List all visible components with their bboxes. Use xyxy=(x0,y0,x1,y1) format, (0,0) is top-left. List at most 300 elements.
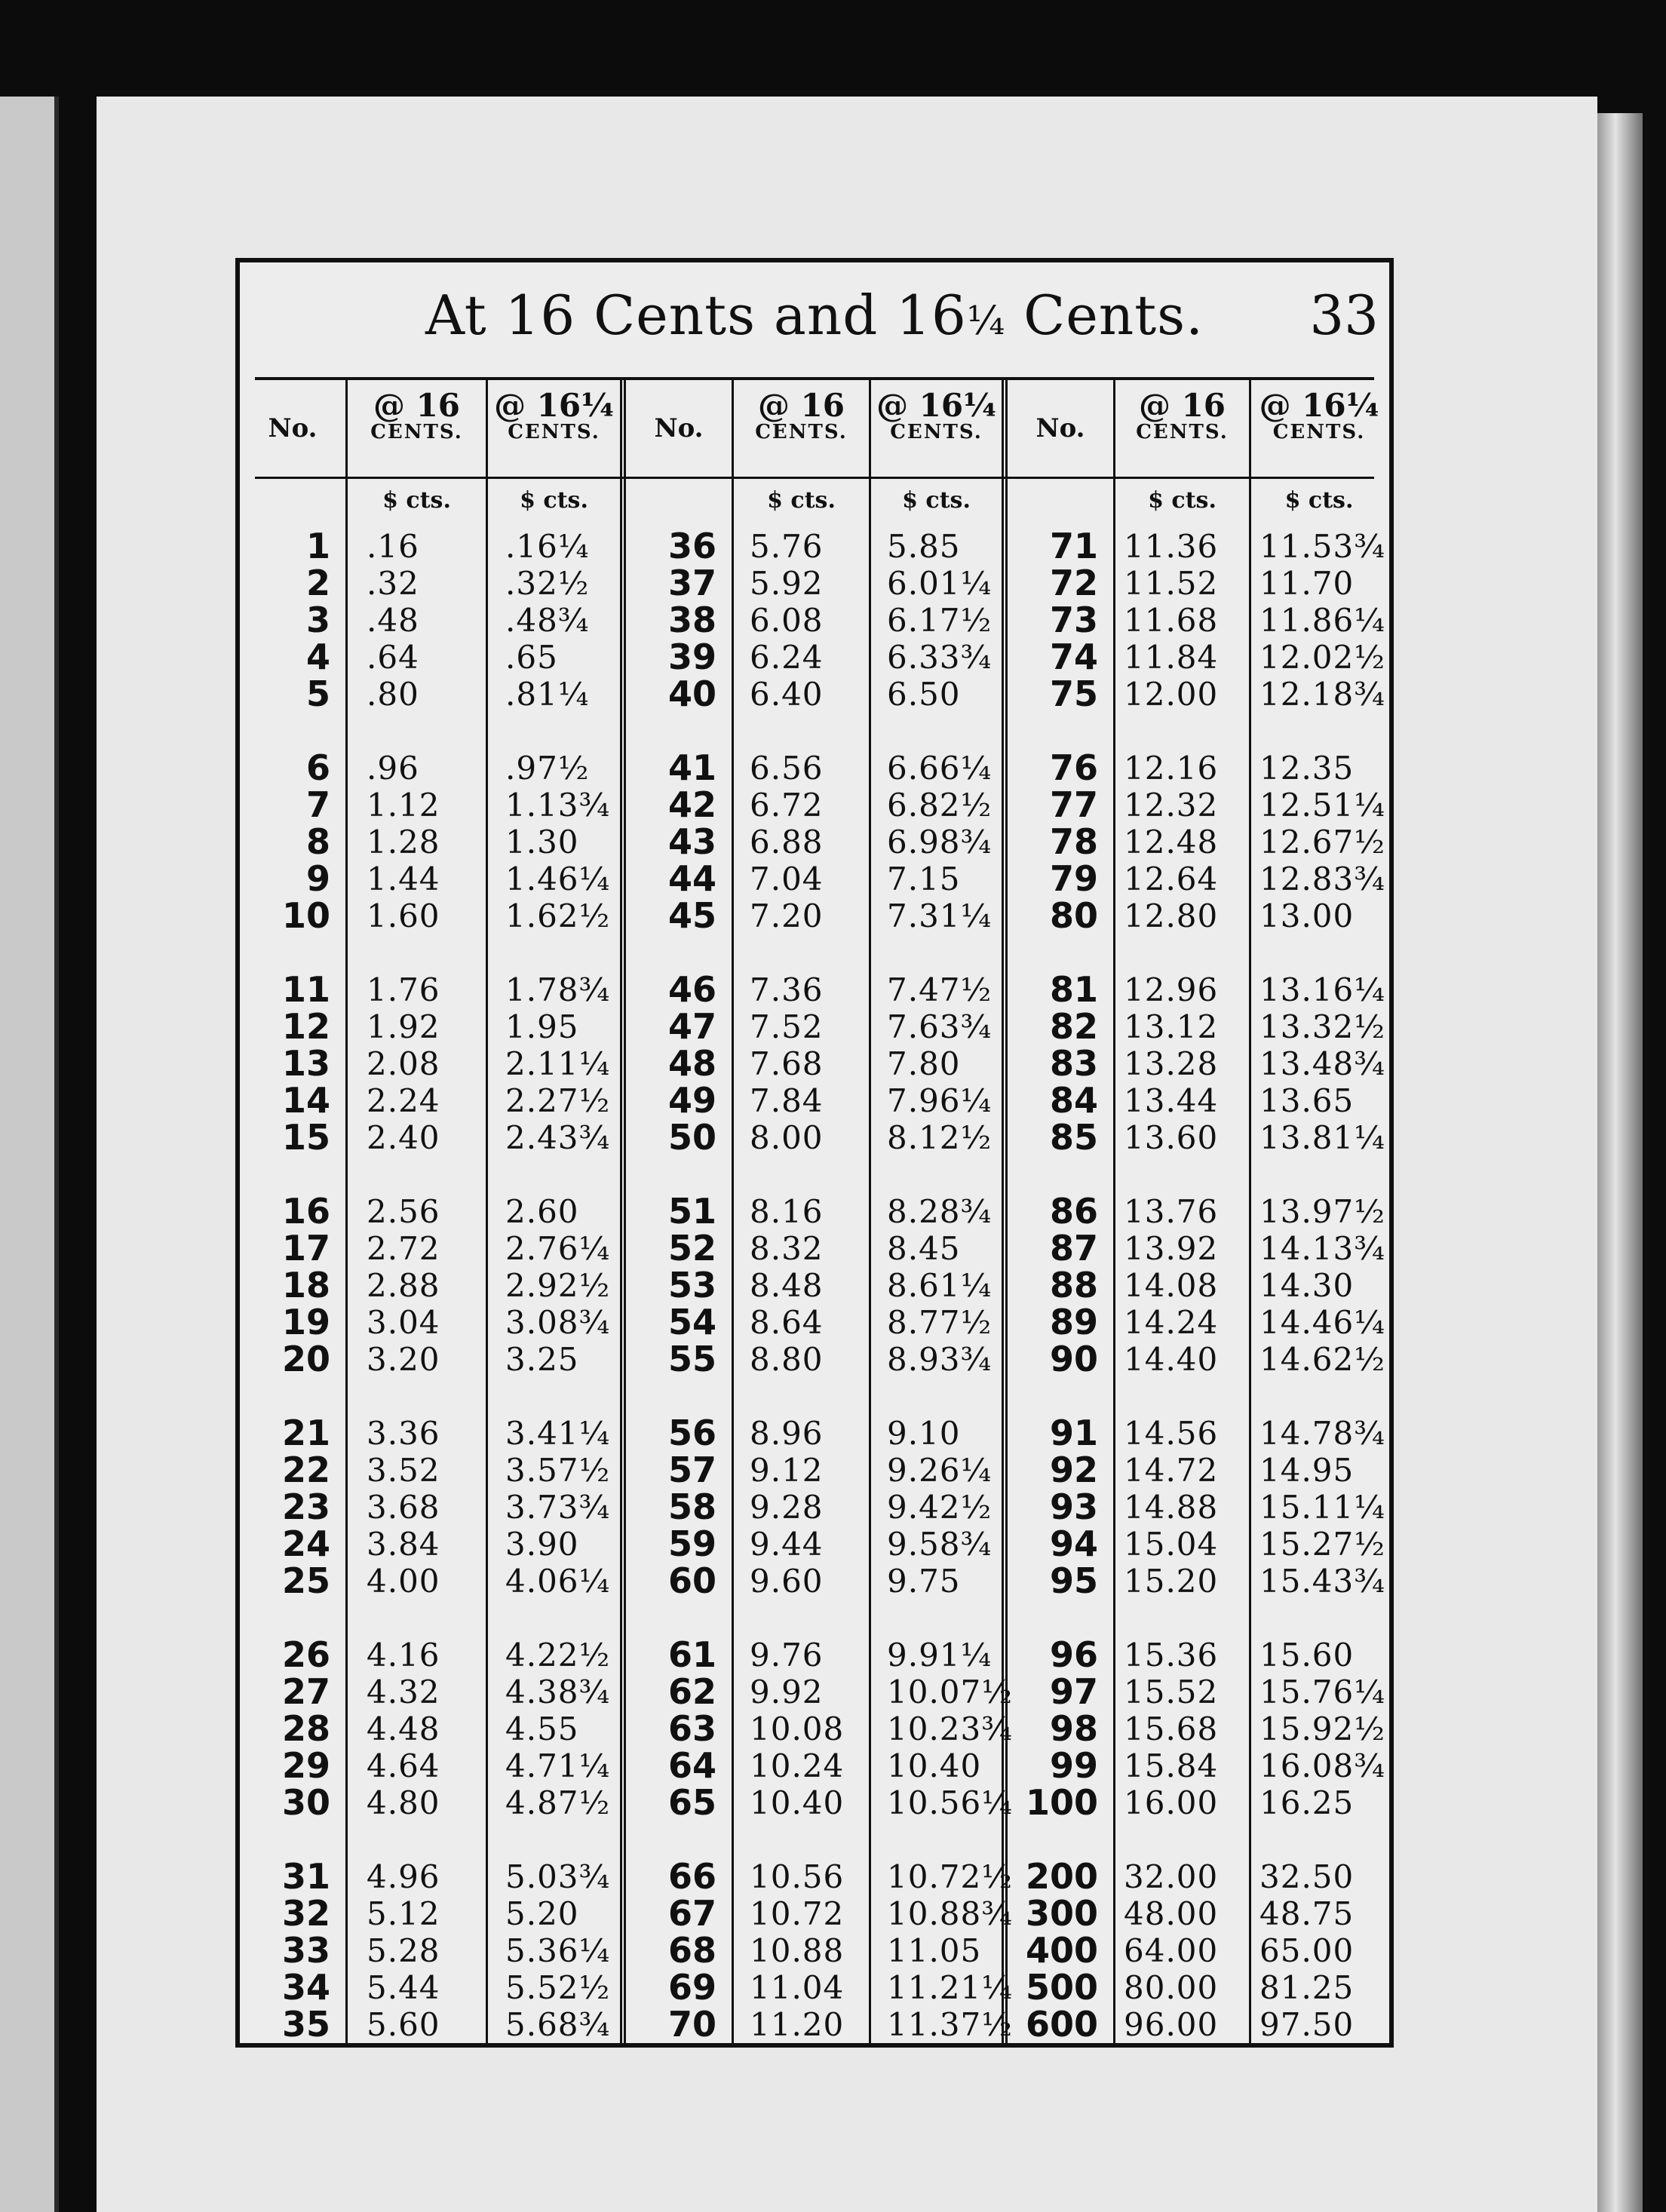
row-number: 26 xyxy=(281,1634,330,1675)
value-at-16-quarter: 12.35 xyxy=(1259,750,1355,787)
value-at-16-quarter: 15.27½ xyxy=(1259,1526,1385,1563)
table-row xyxy=(240,1193,1389,1230)
value-at-16-quarter: 6.66¼ xyxy=(887,750,993,787)
header-rule xyxy=(255,477,1374,479)
row-number: 52 xyxy=(667,1228,716,1269)
row-number: 60 xyxy=(667,1560,716,1601)
title-suffix: Cents. xyxy=(1005,284,1204,347)
value-at-16-quarter: 1.13¾ xyxy=(505,787,611,824)
table-row xyxy=(240,1932,1389,1969)
value-at-16: 12.48 xyxy=(1124,824,1219,861)
table-row xyxy=(240,1119,1389,1156)
row-number: 11 xyxy=(281,969,330,1010)
row-number: 55 xyxy=(667,1339,716,1379)
value-at-16-quarter: 6.33¾ xyxy=(887,639,993,676)
value-at-16-quarter: .97½ xyxy=(505,750,590,787)
header-cents: CENTS. xyxy=(370,421,463,444)
value-at-16-quarter: 10.23¾ xyxy=(887,1710,1013,1747)
value-at-16: 5.28 xyxy=(367,1932,440,1969)
row-number: 600 xyxy=(1025,2004,1098,2045)
row-number: 22 xyxy=(281,1450,330,1490)
value-at-16: 13.60 xyxy=(1124,1119,1219,1156)
value-at-16: 5.76 xyxy=(750,528,824,565)
row-number: 78 xyxy=(1049,821,1098,862)
table-row xyxy=(240,1710,1389,1747)
value-at-16-quarter: 10.72½ xyxy=(887,1858,1013,1895)
table-row xyxy=(240,673,1389,714)
unit-label: $ cts. xyxy=(1284,487,1354,514)
value-at-16-quarter: 3.90 xyxy=(505,1526,579,1563)
value-at-16-quarter: 6.50 xyxy=(887,676,961,713)
value-at-16-quarter: 12.18¾ xyxy=(1259,676,1385,713)
value-at-16-quarter: 11.53¾ xyxy=(1259,528,1385,565)
header-col-b-rate: @ 16¼ xyxy=(494,387,614,424)
value-at-16: 16.00 xyxy=(1124,1784,1219,1821)
value-at-16: 2.24 xyxy=(367,1082,440,1119)
value-at-16: 11.52 xyxy=(1124,565,1219,602)
row-number: 40 xyxy=(667,673,716,714)
value-at-16: 4.00 xyxy=(367,1563,440,1600)
value-at-16-quarter: 5.85 xyxy=(887,528,961,565)
value-at-16-quarter: 2.27½ xyxy=(505,1082,611,1119)
row-number: 69 xyxy=(667,1967,716,2008)
row-number: 7 xyxy=(305,784,330,825)
row-number: 53 xyxy=(667,1265,716,1305)
value-at-16-quarter: 2.43¾ xyxy=(505,1119,611,1156)
row-number: 66 xyxy=(667,1856,716,1897)
row-number: 93 xyxy=(1049,1486,1098,1527)
value-at-16-quarter: 8.45 xyxy=(887,1230,961,1267)
value-at-16-quarter: 4.87½ xyxy=(505,1784,611,1821)
table-row xyxy=(240,1452,1389,1489)
row-number: 68 xyxy=(667,1930,716,1971)
value-at-16-quarter: 9.75 xyxy=(887,1563,961,1600)
value-at-16-quarter: 5.52½ xyxy=(505,1969,611,2006)
row-number: 95 xyxy=(1049,1560,1098,1601)
title-rule xyxy=(255,377,1374,380)
row-number: 82 xyxy=(1049,1006,1098,1047)
row-number: 23 xyxy=(281,1486,330,1527)
value-at-16-quarter: 9.42½ xyxy=(887,1489,993,1526)
row-number: 8 xyxy=(305,821,330,862)
table-row xyxy=(240,1008,1389,1045)
value-at-16-quarter: 3.73¾ xyxy=(505,1489,611,1526)
row-number: 51 xyxy=(667,1191,716,1232)
value-at-16: 48.00 xyxy=(1124,1895,1219,1932)
value-at-16: 8.32 xyxy=(750,1230,824,1267)
row-number: 97 xyxy=(1049,1671,1098,1712)
row-number: 35 xyxy=(281,2004,330,2045)
header-cents: CENTS. xyxy=(1136,421,1229,444)
value-at-16-quarter: 8.93¾ xyxy=(887,1341,993,1378)
table-row xyxy=(240,897,1389,934)
row-number: 13 xyxy=(281,1043,330,1084)
row-number: 54 xyxy=(667,1302,716,1342)
table-row xyxy=(240,1082,1389,1119)
value-at-16: 12.16 xyxy=(1124,750,1219,787)
value-at-16: 12.80 xyxy=(1124,897,1219,934)
row-number: 16 xyxy=(281,1191,330,1232)
value-at-16: 15.52 xyxy=(1124,1674,1219,1710)
value-at-16-quarter: 8.28¾ xyxy=(887,1193,993,1230)
header-no: No. xyxy=(268,413,318,443)
table-frame xyxy=(235,258,1394,2048)
value-at-16: 7.68 xyxy=(750,1045,824,1082)
row-number: 65 xyxy=(667,1782,716,1823)
row-number: 31 xyxy=(281,1856,330,1897)
table-row xyxy=(240,1230,1389,1267)
value-at-16-quarter: 97.50 xyxy=(1259,2006,1355,2043)
table-row xyxy=(240,858,1389,899)
value-at-16-quarter: 15.11¼ xyxy=(1259,1489,1385,1526)
value-at-16: 8.48 xyxy=(750,1267,824,1304)
row-number: 500 xyxy=(1025,1967,1098,2008)
row-number: 24 xyxy=(281,1523,330,1564)
table-row xyxy=(240,1858,1389,1895)
table-row xyxy=(240,1523,1389,1564)
value-at-16: 13.44 xyxy=(1124,1082,1219,1119)
table-row xyxy=(240,602,1389,639)
value-at-16: 9.92 xyxy=(750,1674,824,1710)
value-at-16-quarter: 1.46¼ xyxy=(505,861,611,897)
table-row xyxy=(240,971,1389,1008)
value-at-16-quarter: 48.75 xyxy=(1259,1895,1355,1932)
value-at-16: 3.68 xyxy=(367,1489,440,1526)
value-at-16-quarter: 10.07½ xyxy=(887,1674,1013,1710)
value-at-16: 14.72 xyxy=(1124,1452,1219,1489)
row-number: 20 xyxy=(281,1339,330,1379)
header-cents: CENTS. xyxy=(755,421,848,444)
value-at-16: 14.24 xyxy=(1124,1304,1219,1341)
unit-label: $ cts. xyxy=(902,487,971,514)
value-at-16: 96.00 xyxy=(1124,2006,1219,2043)
value-at-16-quarter: 2.92½ xyxy=(505,1267,611,1304)
row-number: 98 xyxy=(1049,1708,1098,1749)
value-at-16: 3.84 xyxy=(367,1526,440,1563)
value-at-16: 10.24 xyxy=(750,1747,845,1784)
value-at-16: 5.92 xyxy=(750,565,824,602)
value-at-16-quarter: 2.60 xyxy=(505,1193,579,1230)
row-number: 45 xyxy=(667,895,716,936)
row-number: 57 xyxy=(667,1450,716,1490)
value-at-16: 7.52 xyxy=(750,1008,824,1045)
value-at-16: 9.28 xyxy=(750,1489,824,1526)
row-number: 42 xyxy=(667,784,716,825)
value-at-16-quarter: 1.95 xyxy=(505,1008,579,1045)
value-at-16-quarter: 3.41¼ xyxy=(505,1415,611,1452)
table-body xyxy=(240,528,1389,2043)
facing-page-edge xyxy=(0,97,59,2212)
value-at-16: 1.76 xyxy=(367,971,440,1008)
value-at-16-quarter: 13.81¼ xyxy=(1259,1119,1385,1156)
row-number: 30 xyxy=(281,1782,330,1823)
table-row xyxy=(240,1784,1389,1821)
value-at-16: 80.00 xyxy=(1124,1969,1219,2006)
table-row xyxy=(240,1267,1389,1304)
value-at-16-quarter: 14.30 xyxy=(1259,1267,1355,1304)
header-col-a xyxy=(734,389,869,443)
row-number: 81 xyxy=(1049,969,1098,1010)
value-at-16: 8.64 xyxy=(750,1304,824,1341)
row-number: 50 xyxy=(667,1117,716,1158)
header-cents: CENTS. xyxy=(890,421,983,444)
title-text: At 16 Cents and 16 xyxy=(425,284,967,347)
table-row xyxy=(240,1560,1389,1601)
value-at-16-quarter: 11.05 xyxy=(887,1932,982,1969)
row-number: 37 xyxy=(667,563,716,603)
value-at-16-quarter: 11.37½ xyxy=(887,2006,1013,2043)
header-col-a xyxy=(348,389,486,443)
value-at-16-quarter: 15.76¼ xyxy=(1259,1674,1385,1710)
table-row xyxy=(240,528,1389,565)
row-number: 86 xyxy=(1049,1191,1098,1232)
value-at-16: 2.72 xyxy=(367,1230,440,1267)
row-number: 32 xyxy=(281,1893,330,1934)
value-at-16: 7.84 xyxy=(750,1082,824,1119)
row-number: 44 xyxy=(667,858,716,899)
value-at-16: 14.40 xyxy=(1124,1341,1219,1378)
row-number: 29 xyxy=(281,1745,330,1786)
value-at-16: .80 xyxy=(367,676,419,713)
row-number: 200 xyxy=(1025,1856,1098,1897)
value-at-16-quarter: 13.32½ xyxy=(1259,1008,1385,1045)
value-at-16-quarter: 4.06¼ xyxy=(505,1563,611,1600)
value-at-16: 6.88 xyxy=(750,824,824,861)
value-at-16-quarter: 5.68¾ xyxy=(505,2006,611,2043)
value-at-16-quarter: 11.86¼ xyxy=(1259,602,1385,639)
row-number: 34 xyxy=(281,1967,330,2008)
value-at-16-quarter: 4.22½ xyxy=(505,1637,611,1674)
value-at-16-quarter: 4.55 xyxy=(505,1710,579,1747)
row-number: 1 xyxy=(305,526,330,566)
value-at-16-quarter: 2.11¼ xyxy=(505,1045,611,1082)
table-row xyxy=(240,2006,1389,2043)
value-at-16-quarter: 1.62½ xyxy=(505,897,611,934)
header-col-b xyxy=(488,389,620,443)
header-col-b xyxy=(871,389,1002,443)
value-at-16-quarter: 14.95 xyxy=(1259,1452,1355,1489)
value-at-16-quarter: 6.01¼ xyxy=(887,565,993,602)
value-at-16-quarter: 13.97½ xyxy=(1259,1193,1385,1230)
table-row xyxy=(240,1045,1389,1082)
value-at-16: 5.12 xyxy=(367,1895,440,1932)
value-at-16-quarter: 81.25 xyxy=(1259,1969,1355,2006)
value-at-16: 15.36 xyxy=(1124,1637,1219,1674)
value-at-16: 13.12 xyxy=(1124,1008,1219,1045)
value-at-16: 14.88 xyxy=(1124,1489,1219,1526)
value-at-16: 13.76 xyxy=(1124,1193,1219,1230)
value-at-16: .32 xyxy=(367,565,419,602)
value-at-16-quarter: 16.25 xyxy=(1259,1784,1355,1821)
row-number: 39 xyxy=(667,637,716,677)
row-number: 58 xyxy=(667,1486,716,1527)
value-at-16-quarter: 5.03¾ xyxy=(505,1858,611,1895)
row-number: 67 xyxy=(667,1893,716,1934)
row-number: 99 xyxy=(1049,1745,1098,1786)
value-at-16-quarter: 15.43¾ xyxy=(1259,1563,1385,1600)
value-at-16-quarter: 7.47½ xyxy=(887,971,993,1008)
value-at-16: 3.04 xyxy=(367,1304,440,1341)
value-at-16: 6.72 xyxy=(750,787,824,824)
row-number: 33 xyxy=(281,1930,330,1971)
value-at-16: 1.92 xyxy=(367,1008,440,1045)
row-number: 87 xyxy=(1049,1228,1098,1269)
value-at-16-quarter: 8.77½ xyxy=(887,1304,993,1341)
value-at-16-quarter: 14.46¼ xyxy=(1259,1304,1385,1341)
page-stack-edge xyxy=(1597,113,1643,2212)
value-at-16-quarter: 6.82½ xyxy=(887,787,993,824)
value-at-16: 15.20 xyxy=(1124,1563,1219,1600)
unit-label: $ cts. xyxy=(767,487,836,514)
value-at-16: 15.84 xyxy=(1124,1747,1219,1784)
value-at-16: 11.68 xyxy=(1124,602,1219,639)
header-col-b-rate: @ 16¼ xyxy=(1259,387,1379,424)
row-number: 43 xyxy=(667,821,716,862)
row-number: 14 xyxy=(281,1080,330,1121)
value-at-16-quarter: 15.92½ xyxy=(1259,1710,1385,1747)
row-number: 79 xyxy=(1049,858,1098,899)
header-no: No. xyxy=(1035,413,1085,443)
page-number: 33 xyxy=(1309,284,1379,347)
value-at-16-quarter: 6.98¾ xyxy=(887,824,993,861)
value-at-16: 10.40 xyxy=(750,1784,845,1821)
row-number: 9 xyxy=(305,858,330,899)
table-row xyxy=(240,1486,1389,1527)
header-col-a xyxy=(1115,389,1249,443)
table-row xyxy=(240,1895,1389,1932)
header-col-a-rate: @ 16 xyxy=(1138,387,1226,424)
table-row xyxy=(240,1747,1389,1784)
row-number: 56 xyxy=(667,1413,716,1453)
value-at-16-quarter: 3.25 xyxy=(505,1341,579,1378)
value-at-16: 9.60 xyxy=(750,1563,824,1600)
row-number: 63 xyxy=(667,1708,716,1749)
row-number: 75 xyxy=(1049,673,1098,714)
row-number: 38 xyxy=(667,600,716,640)
value-at-16: 2.08 xyxy=(367,1045,440,1082)
value-at-16-quarter: 7.63¾ xyxy=(887,1008,993,1045)
value-at-16: 13.92 xyxy=(1124,1230,1219,1267)
row-number: 70 xyxy=(667,2004,716,2045)
table-row xyxy=(240,821,1389,862)
row-number: 2 xyxy=(305,563,330,603)
value-at-16-quarter: .81¼ xyxy=(505,676,590,713)
row-number: 46 xyxy=(667,969,716,1010)
table-row xyxy=(240,784,1389,825)
value-at-16: 6.56 xyxy=(750,750,824,787)
value-at-16-quarter: 7.15 xyxy=(887,861,961,897)
value-at-16-quarter: 3.57½ xyxy=(505,1452,611,1489)
header-col-b-rate: @ 16¼ xyxy=(876,387,996,424)
value-at-16: 1.28 xyxy=(367,824,440,861)
value-at-16-quarter: 3.08¾ xyxy=(505,1304,611,1341)
row-number: 59 xyxy=(667,1523,716,1564)
table-row xyxy=(240,1969,1389,2006)
table-row xyxy=(240,1634,1389,1675)
row-number: 85 xyxy=(1049,1117,1098,1158)
value-at-16: 10.72 xyxy=(750,1895,845,1932)
row-number: 10 xyxy=(281,895,330,936)
value-at-16-quarter: 12.67½ xyxy=(1259,824,1385,861)
value-at-16: 2.56 xyxy=(367,1193,440,1230)
row-number: 61 xyxy=(667,1634,716,1675)
value-at-16-quarter: 7.31¼ xyxy=(887,897,993,934)
row-number: 5 xyxy=(305,673,330,714)
row-number: 15 xyxy=(281,1117,330,1158)
value-at-16: 14.08 xyxy=(1124,1267,1219,1304)
value-at-16: 13.28 xyxy=(1124,1045,1219,1082)
row-number: 21 xyxy=(281,1413,330,1453)
value-at-16: 5.60 xyxy=(367,2006,440,2043)
row-number: 12 xyxy=(281,1006,330,1047)
row-number: 300 xyxy=(1025,1893,1098,1934)
value-at-16-quarter: 11.21¼ xyxy=(887,1969,1013,2006)
header-cents: CENTS. xyxy=(1272,421,1366,444)
value-at-16-quarter: 5.36¼ xyxy=(505,1932,611,1969)
row-number: 88 xyxy=(1049,1265,1098,1305)
value-at-16-quarter: 16.08¾ xyxy=(1259,1747,1385,1784)
value-at-16-quarter: 14.62½ xyxy=(1259,1341,1385,1378)
value-at-16-quarter: 10.56¼ xyxy=(887,1784,1013,1821)
value-at-16-quarter: 13.65 xyxy=(1259,1082,1355,1119)
value-at-16: 9.44 xyxy=(750,1526,824,1563)
value-at-16-quarter: 14.78¾ xyxy=(1259,1415,1385,1452)
row-number: 64 xyxy=(667,1745,716,1786)
row-number: 83 xyxy=(1049,1043,1098,1084)
value-at-16: 12.64 xyxy=(1124,861,1219,897)
value-at-16-quarter: 8.12½ xyxy=(887,1119,993,1156)
value-at-16-quarter: 8.61¼ xyxy=(887,1267,993,1304)
unit-label: $ cts. xyxy=(382,487,451,514)
value-at-16: 8.80 xyxy=(750,1341,824,1378)
value-at-16: 11.04 xyxy=(750,1969,845,2006)
value-at-16: .48 xyxy=(367,602,419,639)
value-at-16: 4.64 xyxy=(367,1747,440,1784)
row-number: 17 xyxy=(281,1228,330,1269)
value-at-16: 11.20 xyxy=(750,2006,845,2043)
value-at-16: 9.12 xyxy=(750,1452,824,1489)
table-row xyxy=(240,639,1389,676)
value-at-16-quarter: 12.02½ xyxy=(1259,639,1385,676)
value-at-16: 4.80 xyxy=(367,1784,440,1821)
value-at-16-quarter: 10.40 xyxy=(887,1747,982,1784)
header-cents: CENTS. xyxy=(508,421,600,444)
row-number: 90 xyxy=(1049,1339,1098,1379)
value-at-16-quarter: .48¾ xyxy=(505,602,590,639)
value-at-16-quarter: 13.00 xyxy=(1259,897,1355,934)
row-number: 96 xyxy=(1049,1634,1098,1675)
value-at-16-quarter: 14.13¾ xyxy=(1259,1230,1385,1267)
row-number: 71 xyxy=(1049,526,1098,566)
value-at-16: 10.08 xyxy=(750,1710,845,1747)
row-number: 77 xyxy=(1049,784,1098,825)
row-number: 94 xyxy=(1049,1523,1098,1564)
value-at-16: 4.96 xyxy=(367,1858,440,1895)
value-at-16: 8.96 xyxy=(750,1415,824,1452)
row-number: 100 xyxy=(1025,1782,1098,1823)
row-number: 4 xyxy=(305,637,330,677)
row-number: 18 xyxy=(281,1265,330,1305)
row-number: 41 xyxy=(667,747,716,788)
value-at-16: 1.44 xyxy=(367,861,440,897)
value-at-16: 8.00 xyxy=(750,1119,824,1156)
value-at-16-quarter: 9.26¼ xyxy=(887,1452,993,1489)
value-at-16-quarter: 13.48¾ xyxy=(1259,1045,1385,1082)
row-number: 89 xyxy=(1049,1302,1098,1342)
table-row xyxy=(240,565,1389,602)
row-number: 91 xyxy=(1049,1413,1098,1453)
value-at-16: 11.84 xyxy=(1124,639,1219,676)
